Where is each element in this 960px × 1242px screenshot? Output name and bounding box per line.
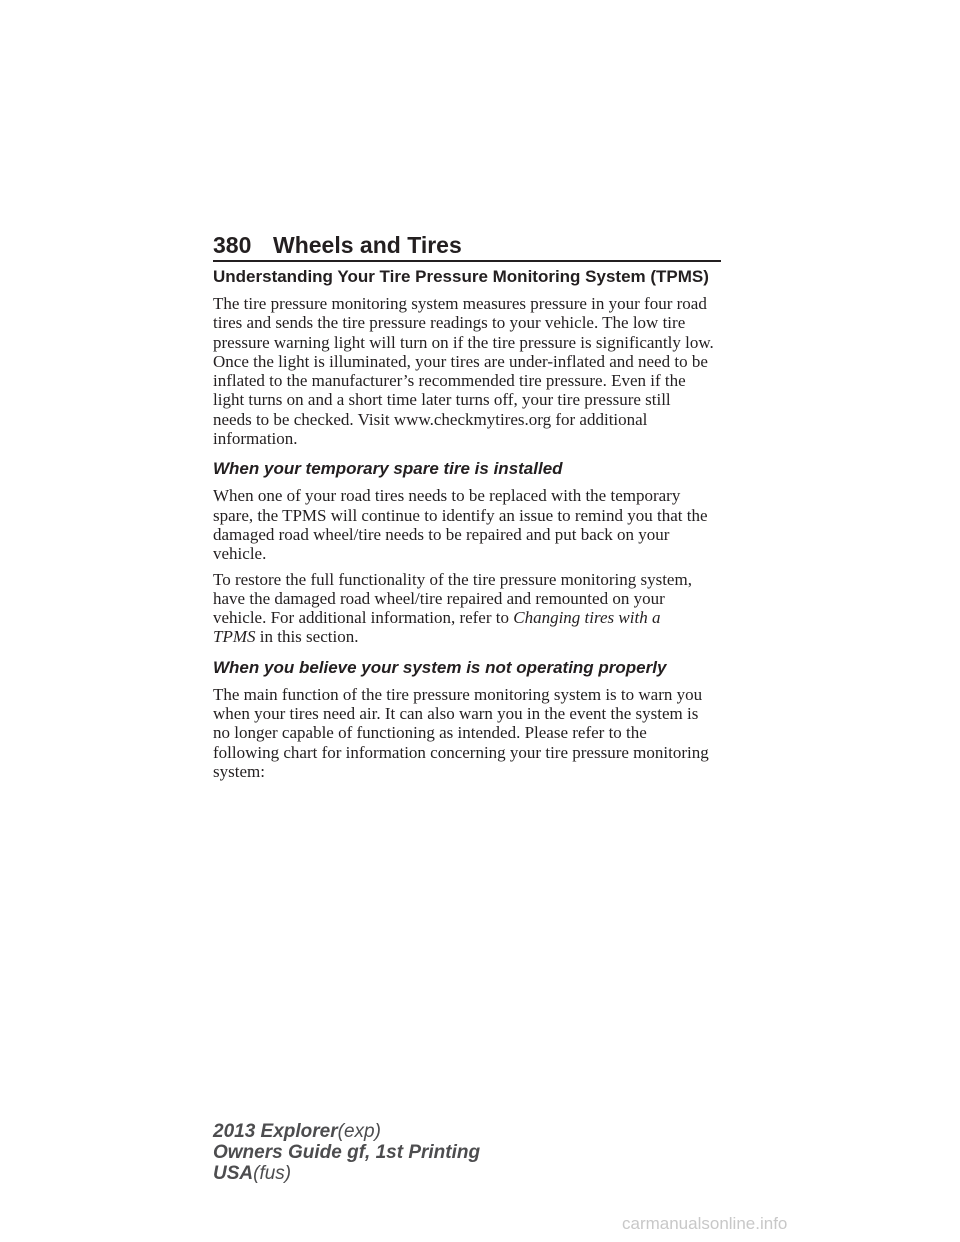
footer-market-line: [213, 1163, 480, 1184]
footer-model: 2013 Explorer: [213, 1121, 338, 1142]
text-line: damaged road wheel/tire needs to be repaired and put back on your: [213, 524, 670, 544]
text-line: pressure warning light will turn on if the tire pressure is significantly low.: [213, 332, 714, 352]
text-line: system:: [213, 761, 265, 781]
page-number: 380: [213, 232, 252, 258]
footer-guide: Owners Guide gf, 1st Printing: [213, 1142, 481, 1163]
footer-model-line: [213, 1121, 480, 1142]
spare-tire-heading: When your temporary spare tire is installed: [213, 459, 563, 479]
text-line: light turns on and a short time later turns off, your tire pressure still: [213, 390, 671, 410]
footer-model-code: (exp): [337, 1121, 381, 1142]
text-line: When one of your road tires needs to be replaced with the temporary: [213, 486, 681, 506]
page-content: [213, 266, 743, 781]
text-line: information.: [213, 429, 298, 449]
text-run: in this section.: [255, 627, 359, 647]
text-line: vehicle.: [213, 544, 267, 564]
spare-tire-paragraph: [213, 486, 743, 563]
cross-reference-link-cont[interactable]: TPMS: [213, 627, 256, 647]
watermark: carmanualsonline.info: [622, 1214, 788, 1233]
document-footer: [213, 1121, 480, 1184]
text-line: inflated to the manufacturer’s recommended tire pressure. Even if the: [213, 371, 686, 391]
text-line: [213, 608, 743, 627]
footer-market: USA: [213, 1163, 254, 1184]
text-line: when your tires need air. It can also warn you in the event the system is: [213, 704, 699, 724]
text-line: needs to be checked. Visit www.checkmytires.org for additional: [213, 409, 648, 429]
page-header: [213, 231, 462, 259]
text-line: spare, the TPMS will continue to identify an issue to remind you that the: [213, 505, 708, 525]
text-line: To restore the full functionality of the tire pressure monitoring system,: [213, 569, 692, 589]
restore-paragraph: [213, 570, 743, 647]
cross-reference-link[interactable]: Changing tires with a: [513, 608, 661, 628]
header-rule: [213, 260, 721, 262]
text-line: Once the light is illuminated, your tires are under-inflated and need to be: [213, 351, 708, 371]
tpms-heading: Understanding Your Tire Pressure Monitoring System (TPMS): [213, 267, 709, 286]
text-line: no longer capable of functioning as intended. Please refer to the: [213, 723, 647, 743]
text-line: tires and sends the tire pressure readings to your vehicle. The low tire: [213, 313, 686, 333]
not-operating-paragraph: [213, 685, 743, 781]
text-line: following chart for information concerning your tire pressure monitoring: [213, 742, 709, 762]
tpms-paragraph: [213, 294, 743, 448]
section-title: Wheels and Tires: [273, 232, 462, 258]
footer-guide-line: [213, 1142, 480, 1163]
text-line: [213, 627, 743, 646]
footer-market-code: (fus): [253, 1163, 292, 1184]
text-line: The tire pressure monitoring system measures pressure in your four road: [213, 294, 707, 313]
text-line: have the damaged road wheel/tire repaired and remounted on your: [213, 588, 665, 608]
text-run: vehicle. For additional information, refer to: [213, 608, 514, 628]
text-line: The main function of the tire pressure monitoring system is to warn you: [213, 684, 703, 704]
not-operating-heading: When you believe your system is not operating properly: [213, 657, 667, 677]
